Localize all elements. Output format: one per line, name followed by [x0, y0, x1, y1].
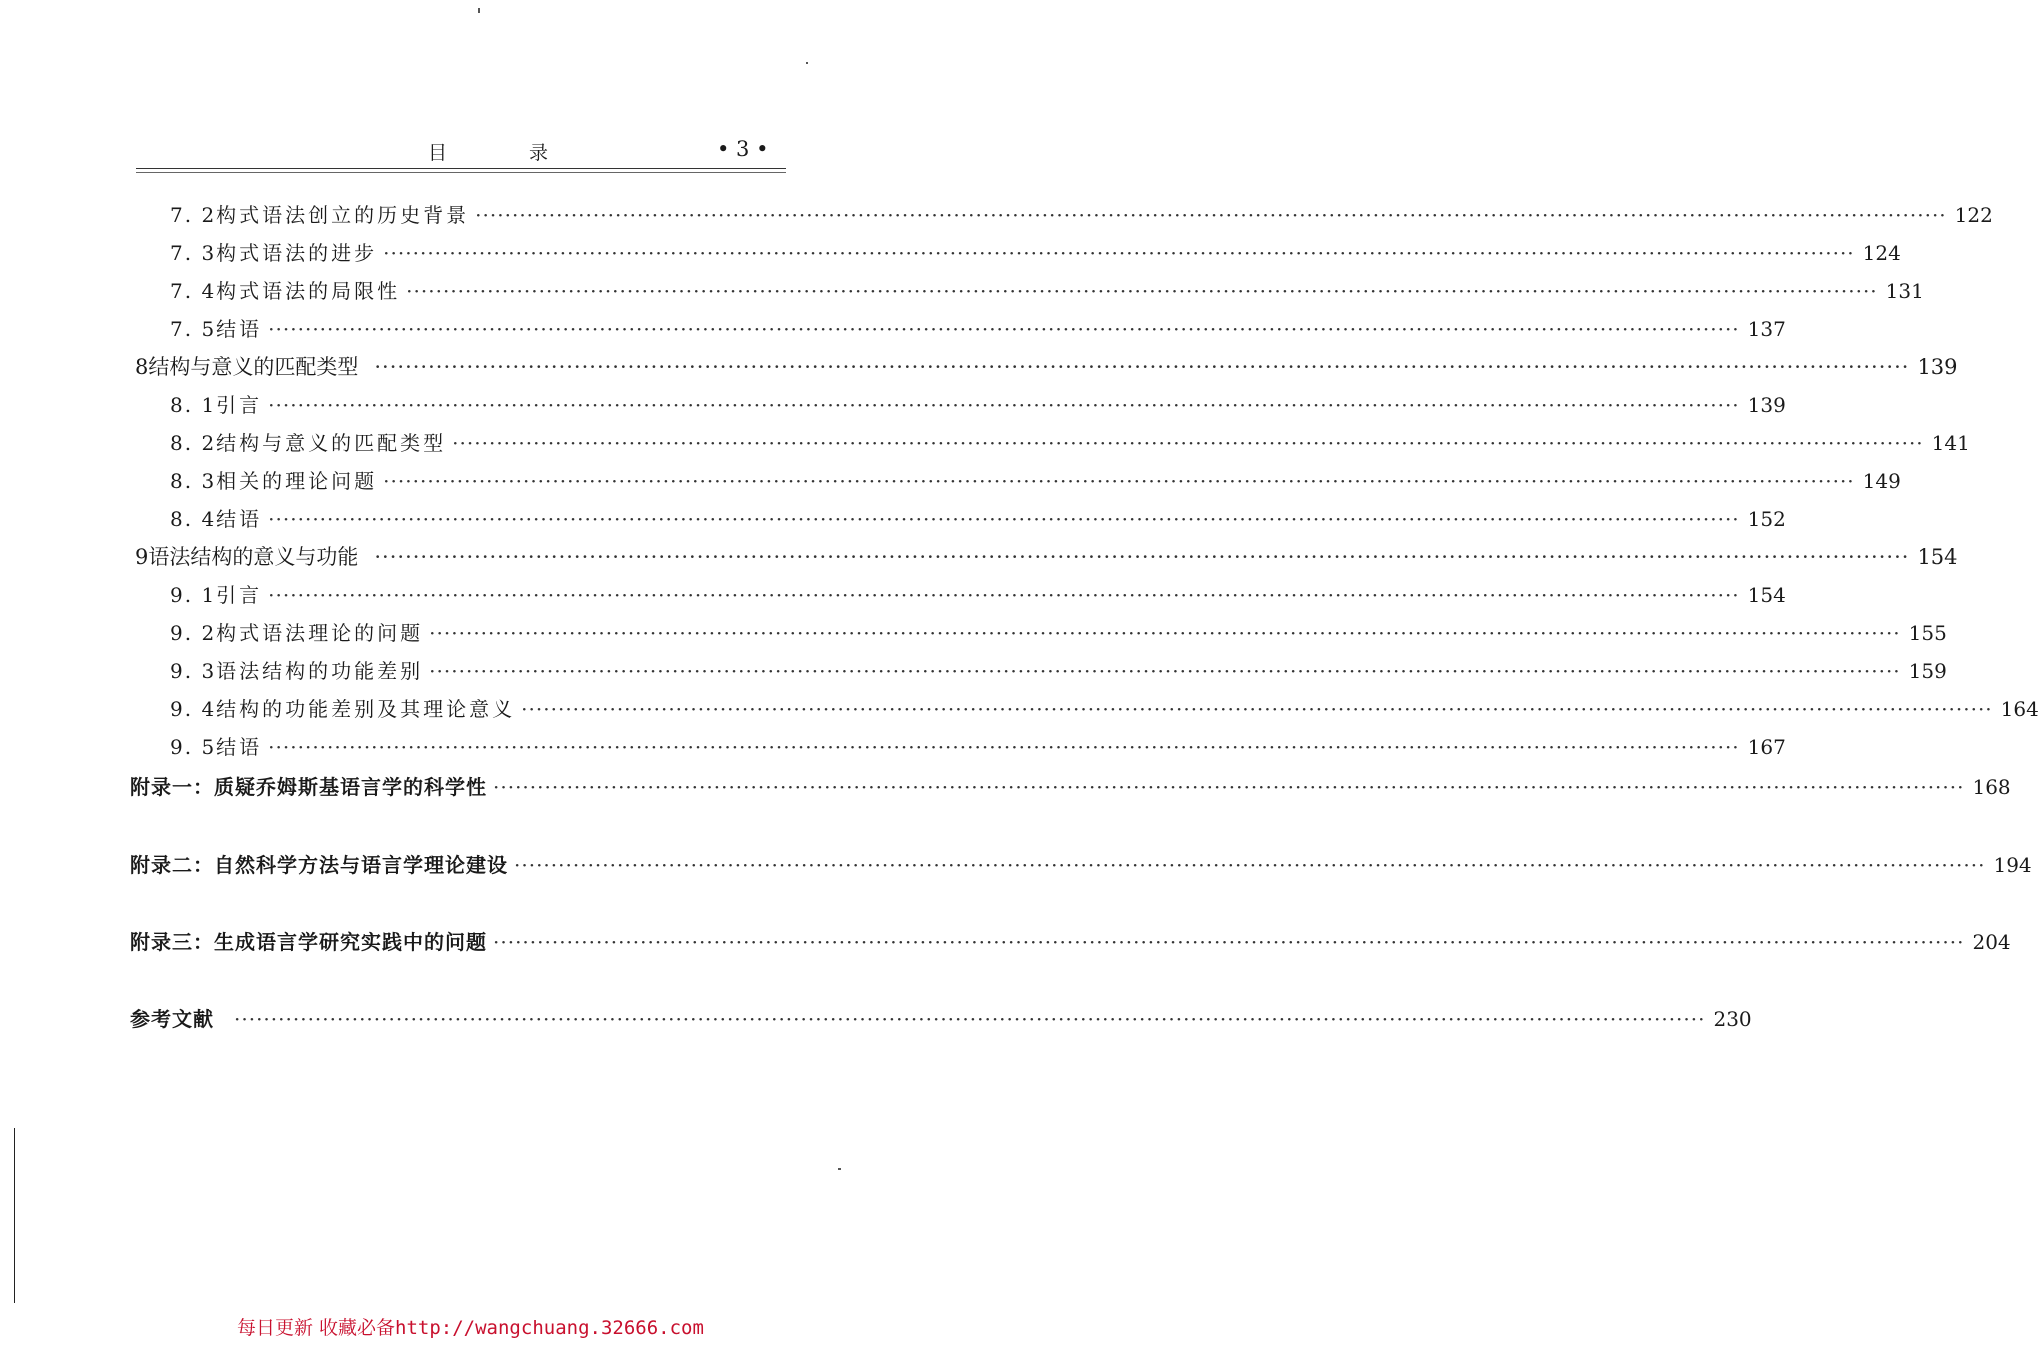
toc-entry[interactable] — [170, 237, 1901, 266]
scan-speck — [838, 1168, 841, 1170]
toc-entry-page: 167 — [1747, 735, 1786, 759]
toc-entry-page: 204 — [1972, 930, 2011, 954]
toc-entry[interactable] — [130, 926, 2011, 955]
toc-entry-page: 141 — [1931, 431, 1970, 455]
toc-entry[interactable] — [135, 541, 1958, 571]
toc-dot-leader: ········································································································································································································ — [429, 659, 1901, 683]
toc-entry-page: 137 — [1747, 317, 1786, 341]
toc-entry-title: 结构与意义的匹配类型 — [148, 355, 359, 379]
toc-entry-page: 230 — [1713, 1007, 1752, 1031]
toc-entry-number: 8 — [135, 355, 149, 379]
toc-entry[interactable] — [170, 503, 1786, 532]
toc-entry-title: 构式语法理论的问题 — [216, 621, 424, 645]
toc-entry-title: 结构的功能差别及其理论意义 — [216, 697, 516, 721]
toc-entry-number: 8. 1 — [170, 393, 217, 417]
toc-dot-leader: ········································································································································································································ — [383, 241, 1855, 265]
toc-entry-title: 引言 — [216, 393, 263, 417]
toc-dot-leader: ········································································································································································································ — [521, 697, 1993, 721]
toc-entry[interactable] — [170, 655, 1947, 684]
toc-entry-number: 7. 3 — [170, 241, 217, 265]
toc-entry[interactable] — [130, 1003, 1752, 1032]
toc-entry-number: 9. 4 — [170, 697, 217, 721]
toc-entry-title: 构式语法创立的历史背景 — [216, 203, 470, 227]
toc-entry[interactable] — [130, 849, 2032, 878]
toc-entry-title: 附录三：生成语言学研究实践中的问题 — [130, 930, 487, 954]
toc-dot-leader: ········································································································································································································ — [374, 355, 1910, 379]
toc-entry-page: 159 — [1908, 659, 1947, 683]
toc-entry-page: 154 — [1747, 583, 1786, 607]
toc-dot-leader: ········································································································································································································ — [234, 1007, 1706, 1031]
toc-dot-leader: ········································································································································································································ — [268, 583, 1740, 607]
toc-entry-number: 9. 2 — [170, 621, 217, 645]
toc-entry[interactable] — [170, 579, 1786, 608]
toc-entry-number: 8. 2 — [170, 431, 217, 455]
toc-dot-leader: ········································································································································································································ — [268, 735, 1740, 759]
toc-entry[interactable] — [170, 199, 1993, 228]
toc-entry-page: 168 — [1972, 775, 2011, 799]
toc-entry-title: 引言 — [216, 583, 263, 607]
header-rule-thin — [136, 172, 786, 173]
toc-entry-title: 结语 — [216, 735, 263, 759]
toc-entry-page: 139 — [1917, 355, 1958, 379]
toc-entry-title: 结语 — [216, 317, 263, 341]
toc-entry-page: 155 — [1908, 621, 1947, 645]
toc-dot-leader: ········································································································································································································ — [268, 507, 1740, 531]
toc-entry-page: 164 — [2000, 697, 2039, 721]
toc-entry-number: 9. 1 — [170, 583, 217, 607]
toc-entry[interactable] — [170, 617, 1947, 646]
toc-dot-leader: ········································································································································································································ — [493, 775, 1965, 799]
toc-entry-page: 122 — [1954, 203, 1993, 227]
toc-entry-page: 149 — [1862, 469, 1901, 493]
toc-entry-title: 附录二：自然科学方法与语言学理论建设 — [130, 853, 508, 877]
toc-entry[interactable] — [170, 389, 1786, 418]
toc-entry-title: 相关的理论问题 — [216, 469, 378, 493]
toc-dot-leader: ········································································································································································································ — [268, 317, 1740, 341]
toc-entry-title: 构式语法的局限性 — [216, 279, 401, 303]
scan-speck — [806, 62, 808, 64]
toc-entry-number: 7. 4 — [170, 279, 217, 303]
toc-entry-title: 附录一：质疑乔姆斯基语言学的科学性 — [130, 775, 487, 799]
header-title: 目 录 — [428, 142, 587, 164]
toc-entry-title: 构式语法的进步 — [216, 241, 378, 265]
header-page-number: • 3 • — [717, 137, 769, 161]
toc-entry-number: 7. 2 — [170, 203, 217, 227]
toc-dot-leader: ········································································································································································································ — [374, 545, 1910, 569]
scan-margin-line — [14, 1128, 15, 1303]
toc-entry-number: 7. 5 — [170, 317, 217, 341]
toc-entry-page: 139 — [1747, 393, 1786, 417]
toc-entry[interactable] — [130, 771, 2011, 800]
toc-entry[interactable] — [135, 351, 1958, 381]
watermark-text: 每日更新 收藏必备 — [237, 1317, 396, 1339]
toc-dot-leader: ········································································································································································································ — [452, 431, 1924, 455]
toc-entry[interactable] — [170, 427, 1970, 456]
toc-dot-leader: ········································································································································································································ — [493, 930, 1965, 954]
toc-entry[interactable] — [170, 275, 1924, 304]
toc-dot-leader: ········································································································································································································ — [406, 279, 1878, 303]
toc-dot-leader: ········································································································································································································ — [268, 393, 1740, 417]
toc-entry-number: 9 — [135, 545, 149, 569]
toc-entry-title: 参考文献 — [130, 1007, 214, 1031]
toc-entry[interactable] — [170, 465, 1901, 494]
toc-entry-title: 语法结构的功能差别 — [216, 659, 424, 683]
toc-entry-title: 语法结构的意义与功能 — [148, 545, 359, 569]
toc-entry-number: 9. 5 — [170, 735, 217, 759]
toc-entry-number: 8. 4 — [170, 507, 217, 531]
watermark-url[interactable]: http://wangchuang.32666.com — [395, 1317, 704, 1339]
toc-dot-leader: ········································································································································································································ — [475, 203, 1947, 227]
toc-entry-number: 9. 3 — [170, 659, 217, 683]
toc-dot-leader: ········································································································································································································ — [514, 853, 1986, 877]
toc-entry-page: 194 — [1993, 853, 2032, 877]
toc-entry-page: 124 — [1862, 241, 1901, 265]
scan-speck — [478, 8, 480, 13]
watermark-footer — [237, 1313, 704, 1340]
toc-dot-leader: ········································································································································································································ — [429, 621, 1901, 645]
toc-entry[interactable] — [170, 731, 1786, 760]
toc-entry[interactable] — [170, 693, 2039, 722]
toc-entry-page: 154 — [1917, 545, 1958, 569]
toc-entry-title: 结构与意义的匹配类型 — [216, 431, 447, 455]
header-rule — [136, 168, 786, 169]
toc-entry[interactable] — [170, 313, 1786, 342]
toc-entry-number: 8. 3 — [170, 469, 217, 493]
toc-entry-page: 131 — [1885, 279, 1924, 303]
toc-dot-leader: ········································································································································································································ — [383, 469, 1855, 493]
toc-entry-title: 结语 — [216, 507, 263, 531]
toc-entry-page: 152 — [1747, 507, 1786, 531]
